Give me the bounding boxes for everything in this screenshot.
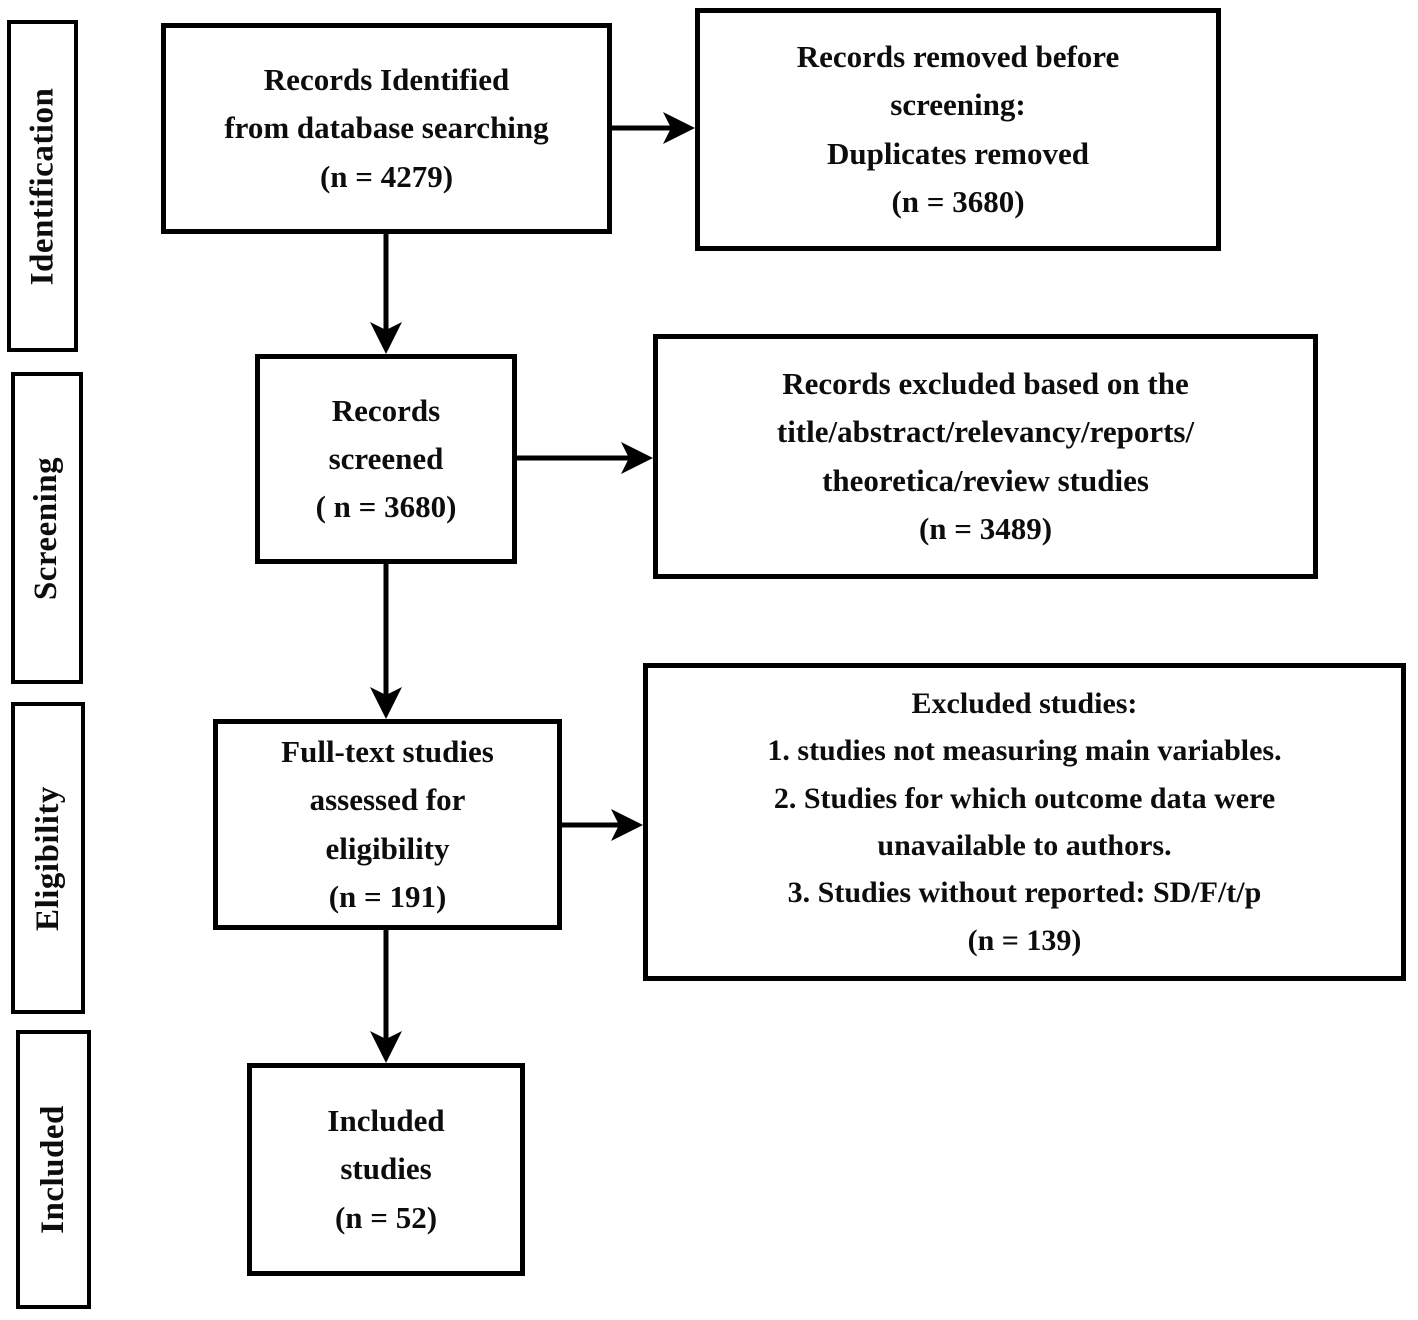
stage-eligibility <box>11 702 85 1014</box>
stage-included-label: Included <box>35 1105 71 1234</box>
box-line: Included <box>327 1103 445 1139</box>
stage-identification <box>7 20 78 352</box>
box-line: (n = 139) <box>967 923 1082 957</box>
box-line: (n = 191) <box>328 878 447 914</box>
box-fulltext-assessed <box>213 719 562 930</box>
arrow-identified-to-removed <box>612 112 695 144</box>
arrow-fulltext-to-included <box>370 929 402 1063</box>
box-line: screened <box>328 440 444 476</box>
box-line: (n = 4279) <box>319 158 454 194</box>
box-line: Records Identified <box>263 62 510 98</box>
arrow-screened-to-excluded <box>517 442 653 474</box>
arrow-fulltext-to-excluded-studies <box>562 809 643 841</box>
box-line: theoretica/review studies <box>822 462 1149 498</box>
box-line: unavailable to authors. <box>877 829 1172 862</box>
box-line: studies <box>340 1151 432 1187</box>
box-line: Excluded studies: <box>911 686 1138 720</box>
box-line: 2. Studies for which outcome data were <box>773 781 1276 815</box>
box-line: title/abstract/relevancy/reports/ <box>776 414 1195 450</box>
box-records-identified <box>161 23 612 234</box>
box-line: 1. studies not measuring main variables. <box>767 734 1282 768</box>
stage-eligibility-label: Eligibility <box>29 785 66 931</box>
arrow-identified-to-screened <box>370 233 402 354</box>
box-line: assessed for <box>309 782 466 818</box>
box-excluded-studies <box>643 663 1406 981</box>
box-included-studies <box>247 1063 525 1276</box>
box-line: Full-text studies <box>281 734 494 770</box>
box-line: eligibility <box>325 830 450 866</box>
box-line: Records removed before <box>796 39 1120 75</box>
stage-screening <box>11 372 83 684</box>
box-line: ( n = 3680) <box>315 489 457 525</box>
box-records-screened <box>255 354 517 564</box>
box-line: Records <box>331 392 441 428</box>
box-line: Records excluded based on the <box>782 366 1189 402</box>
stage-included <box>16 1030 91 1309</box>
box-line: (n = 3680) <box>891 183 1025 219</box>
arrow-screened-to-fulltext <box>370 563 402 719</box>
box-records-excluded <box>653 334 1318 579</box>
box-line: 3. Studies without reported: SD/F/t/p <box>787 876 1262 910</box>
stage-identification-label: Identification <box>24 87 61 285</box>
stage-screening-label: Screening <box>28 456 65 600</box>
box-records-removed <box>695 8 1221 251</box>
box-line: (n = 52) <box>334 1199 438 1235</box>
box-line: from database searching <box>224 110 549 146</box>
box-line: Duplicates removed <box>826 135 1090 171</box>
box-line: (n = 3489) <box>918 510 1053 546</box>
box-line: screening: <box>890 87 1026 123</box>
